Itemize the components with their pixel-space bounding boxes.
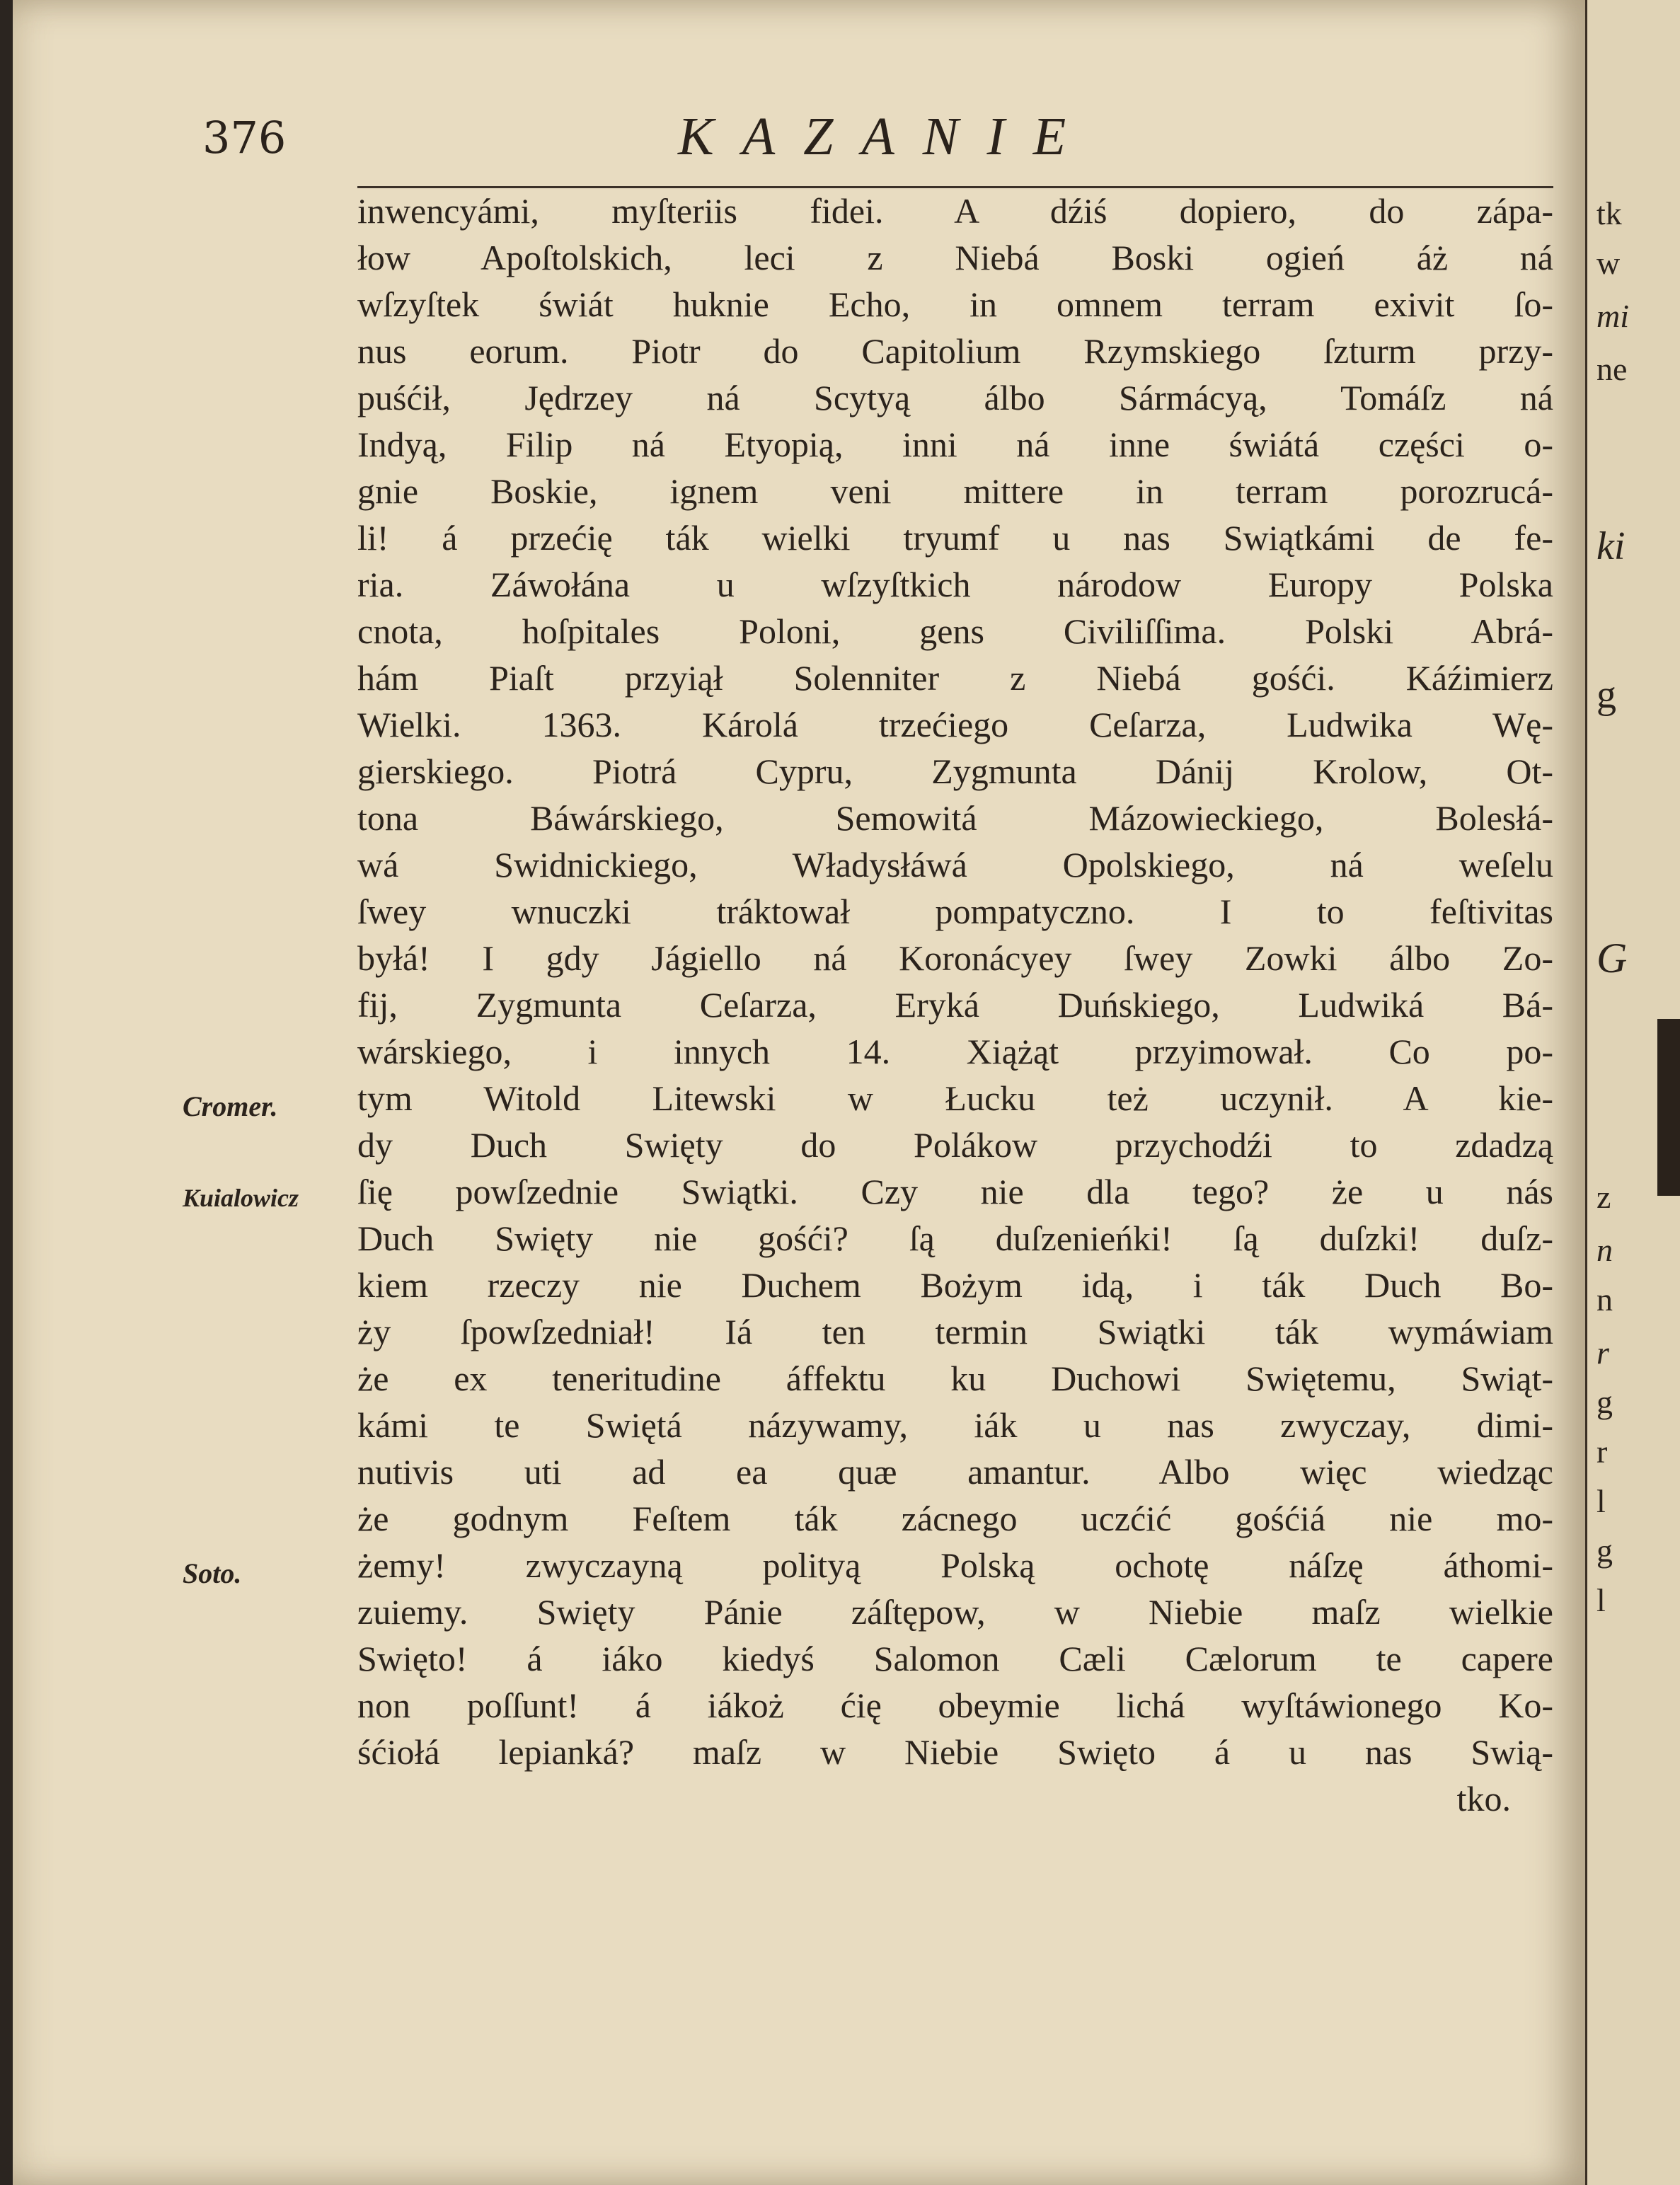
text-line: Swięto! á iáko kiedyś Salomon Cæli Cælorum te capere: [357, 1639, 1553, 1678]
text-line: li! á przećię ták wielki tryumf u nas Swiątkámi de fe-: [357, 518, 1553, 558]
next-page-fragment: w: [1596, 245, 1621, 281]
text-line: nus eorum. Piotr do Capitolium Rzymskiego ſzturm przy-: [357, 331, 1553, 371]
next-page-fragment: n: [1596, 1281, 1613, 1318]
text-line: żemy! zwyczayną polityą Polską ochotę náſzę áthomi-: [357, 1545, 1553, 1585]
text-line: gnie Boskie, ignem veni mittere in terram porozrucá-: [357, 471, 1553, 511]
text-line: hám Piaſt przyiął Solenniter z Niebá gośći. Káźimierz: [357, 658, 1553, 698]
next-page-fragment: g: [1596, 1384, 1613, 1420]
next-page-fragment: g: [1596, 673, 1616, 717]
text-line: ria. Záwołána u wſzyſtkich národow Europy Polska: [357, 565, 1553, 604]
text-line: śćiołá lepianká? maſz w Niebie Swięto á u nas Swią-: [357, 1732, 1553, 1772]
next-page-fragment: G: [1596, 935, 1628, 981]
next-page-fragment: mi: [1596, 298, 1629, 334]
next-page-fragment: tk: [1596, 195, 1622, 231]
text-line: puśćił, Jędrzey ná Scytyą álbo Sármácyą, Tomáſz ná: [357, 378, 1553, 417]
drop-cap-initial-fragment: [1657, 1019, 1680, 1196]
margin-note-cromer: Cromer.: [183, 1090, 278, 1122]
text-line: kiem rzeczy nie Duchem Bożym idą, i ták Duch Bo-: [357, 1265, 1553, 1305]
sermon-body-text: [357, 188, 1553, 1822]
margin-note-kuialowicz: Kuialowicz: [183, 1184, 299, 1212]
text-line: wſzyſtek świát huknie Echo, in omnem terram exivit ſo-: [357, 284, 1553, 324]
text-line: cnota, hoſpitales Poloni, gens Civiliſſima. Polski Abrá-: [357, 611, 1553, 651]
text-line: że godnym Feſtem ták zácnego uczćić gośćiá nie mo-: [357, 1499, 1553, 1538]
text-line: wá Swidnickiego, Władysłáwá Opolskiego, ná weſelu: [357, 845, 1553, 884]
next-page-fragment: l: [1596, 1483, 1606, 1519]
text-line: Wielki. 1363. Károlá trzećiego Ceſarza, Ludwika Wę-: [357, 705, 1553, 744]
next-page-fragment: l: [1596, 1582, 1606, 1618]
next-page-fragment: ne: [1596, 351, 1628, 387]
text-line: gierskiego. Piotrá Cypru, Zygmunta Dánij Krolow, Ot-: [357, 751, 1553, 791]
next-page-fragment: z: [1596, 1179, 1611, 1215]
text-line: wárskiego, i innych 14. Xiążąt przyimował. Co po-: [357, 1032, 1553, 1071]
next-page-fragment: r: [1596, 1434, 1608, 1470]
text-line: ſwey wnuczki tráktował pompatyczno. I to feſtivitas: [357, 892, 1553, 931]
next-page-fragment: ki: [1596, 524, 1626, 568]
margin-note-soto: Soto.: [183, 1557, 242, 1589]
text-line: inwencyámi, myſteriis fidei. A dźiś dopiero, do zápa-: [357, 191, 1553, 231]
text-line: nutivis uti ad ea quæ amantur. Albo więc wiedząc: [357, 1452, 1553, 1492]
text-line: non poſſunt! á iákoż ćię obeymie lichá wyſtáwionego Ko-: [357, 1685, 1553, 1725]
text-line: tym Witold Litewski w Łucku też uczynił. A kie-: [357, 1078, 1553, 1118]
text-line: fij, Zygmunta Ceſarza, Eryká Duńskiego, Ludwiká Bá-: [357, 985, 1553, 1025]
text-line: Duch Swięty nie gośći? ſą duſzenieńki! ſą duſzki! duſz-: [357, 1218, 1553, 1258]
text-line: tona Báwárskiego, Semowitá Mázowieckiego, Bolesłá-: [357, 798, 1553, 838]
running-head-title: KAZANIE: [678, 107, 1095, 166]
text-line: ſię powſzednie Swiątki. Czy nie dla tego? że u nás: [357, 1172, 1553, 1211]
next-page-fragment: g: [1596, 1533, 1613, 1569]
text-line: dy Duch Swięty do Polákow przychodźi to zdadzą: [357, 1125, 1553, 1165]
text-line: zuiemy. Swięty Pánie záſtępow, w Niebie maſz wielkie: [357, 1592, 1553, 1632]
text-line: tko.: [1456, 1779, 1511, 1818]
text-line: byłá! I gdy Jágiello ná Koronácyey ſwey Zowki álbo Zo-: [357, 938, 1553, 978]
text-line: łow Apoſtolskich, leci z Niebá Boski ogień áż ná: [357, 238, 1553, 277]
text-line: kámi te Swiętá názywamy, iák u nas zwyczay, dimi-: [357, 1405, 1553, 1445]
text-line: że ex teneritudine áffektu ku Duchowi Swiętemu, Swiąt-: [357, 1359, 1553, 1398]
next-page-fragment: r: [1596, 1334, 1609, 1371]
text-line: ży ſpowſzedniał! Iá ten termin Swiątki ták wymáwiam: [357, 1312, 1553, 1351]
page-number: 376: [202, 112, 287, 163]
text-line: Indyą, Filip ná Etyopią, inni ná inne świátá części o-: [357, 425, 1553, 464]
next-page-fragment: n: [1596, 1232, 1613, 1268]
